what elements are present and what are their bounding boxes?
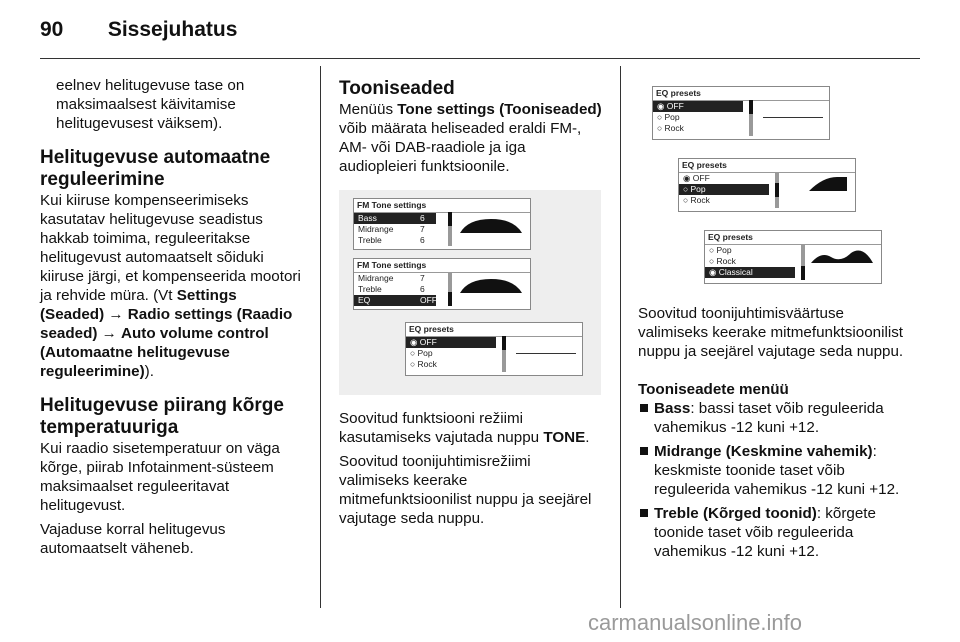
page-header bbox=[40, 18, 237, 42]
panel-title: EQ presets bbox=[406, 323, 582, 337]
scrollbar bbox=[775, 172, 779, 208]
flat-eq-line bbox=[763, 117, 823, 118]
header-rule bbox=[40, 58, 920, 59]
fm-tone-panel-2 bbox=[353, 258, 531, 310]
eq-curve-icon bbox=[458, 215, 524, 235]
heading-volume-limit: Helitugevuse piirang kõrge temperatuuriga bbox=[40, 395, 284, 438]
panel-title: EQ presets bbox=[705, 231, 881, 245]
row-pop: ○ Pop bbox=[410, 348, 433, 358]
row-midrange: Midrange 7 bbox=[358, 273, 425, 283]
eq-presets-illustration bbox=[638, 74, 900, 286]
volume-limit-text-2: Vajaduse korral helitugevus automaatselt väheneb. bbox=[40, 521, 226, 557]
bullet-bass: Bass: bassi taset võib reguleerida vahemikus -12 kuni +12. bbox=[638, 399, 906, 437]
scrollbar bbox=[502, 336, 506, 372]
panel-title: FM Tone settings bbox=[354, 259, 530, 273]
heading-tone-settings: Tooniseaded bbox=[339, 78, 455, 99]
eq-curve-icon bbox=[783, 173, 849, 195]
column-1 bbox=[40, 66, 302, 558]
page-number: 90 bbox=[40, 18, 64, 41]
row-off: ◉ OFF bbox=[653, 101, 743, 112]
eq-curve-icon bbox=[809, 245, 875, 267]
column-divider-2 bbox=[620, 66, 621, 608]
eq-curve-icon bbox=[458, 275, 524, 295]
scrollbar bbox=[448, 212, 452, 246]
scrollbar bbox=[801, 244, 805, 280]
row-pop: ○ Pop bbox=[709, 245, 732, 255]
column-divider-1 bbox=[320, 66, 321, 608]
row-eq: EQ OFF bbox=[354, 295, 436, 306]
row-off: ◉ OFF bbox=[683, 173, 710, 183]
page-title: Sissejuhatus bbox=[107, 18, 238, 41]
row-treble: Treble 6 bbox=[358, 235, 425, 245]
heading-auto-volume: Helitugevuse automaatne reguleerimine bbox=[40, 147, 271, 190]
panel-title: EQ presets bbox=[679, 159, 855, 173]
fm-tone-panel-1 bbox=[353, 198, 531, 250]
auto-volume-text: Kui kiiruse kompenseerimiseks kasutatav helitugevuse seadistus hakkab toimima, reguleeritakse helitugevust automaatselt sõiduki kiiruse järgi, et kompenseerida mootori ja rehvide müra. (Vt Settings (Seaded) → Radio settings (Raadio seaded) → Auto volume control (Automaatne helitugevuse reguleerimine)). bbox=[40, 192, 301, 380]
row-rock: ○ Rock bbox=[657, 123, 684, 133]
volume-limit-text: Kui raadio sisetemperatuur on väga kõrge, piirab Infotainment-süsteem maksimaalset reguleeritavat helitugevust. bbox=[40, 440, 280, 514]
bullet-treble: Treble (Kõrged toonid): kõrgete toonide taset võib reguleerida vahemikus -12 kuni +12. bbox=[638, 504, 906, 561]
tone-settings-text: Menüüs Tone settings (Tooniseaded) võib määrata heliseaded eraldi FM-, AM- või DAB-raadiole ja iga audiopleieri funktsioonile. bbox=[339, 101, 602, 175]
eq-value-text: Soovitud toonijuhtimisväärtuse valimiseks keerake mitmefunktsioonilist nuppu ja seejärel vajutage seda nuppu. bbox=[638, 305, 904, 360]
tone-settings-illustration bbox=[339, 190, 601, 395]
column-2 bbox=[339, 66, 604, 528]
row-classical: ◉ Classical bbox=[705, 267, 795, 278]
column-3 bbox=[638, 66, 906, 561]
tone-mode-text: Soovitud funktsiooni režiimi kasutamiseks vajutada nuppu TONE. bbox=[339, 410, 590, 446]
eq-presets-panel-c bbox=[704, 230, 882, 284]
flat-eq-line bbox=[516, 353, 576, 354]
row-rock: ○ Rock bbox=[709, 256, 736, 266]
intro-text: eelnev helitugevuse tase on maksimaalsest käivitamise helitugevusest väiksem). bbox=[56, 77, 245, 132]
panel-title: EQ presets bbox=[653, 87, 829, 101]
row-pop: ○ Pop bbox=[657, 112, 680, 122]
bullet-midrange: Midrange (Keskmine vahemik): keskmiste toonide taset võib reguleerida vahemikus -12 kuni +12. bbox=[638, 442, 906, 499]
row-pop: ○ Pop bbox=[679, 184, 769, 195]
row-rock: ○ Rock bbox=[683, 195, 710, 205]
scrollbar bbox=[749, 100, 753, 136]
row-rock: ○ Rock bbox=[410, 359, 437, 369]
eq-presets-panel-a bbox=[652, 86, 830, 140]
row-midrange: Midrange 7 bbox=[358, 224, 425, 234]
scrollbar bbox=[448, 272, 452, 306]
row-bass: Bass 6 bbox=[354, 213, 436, 224]
heading-tone-menu: Tooniseadete menüü bbox=[638, 381, 789, 398]
eq-presets-panel bbox=[405, 322, 583, 376]
eq-presets-panel-b bbox=[678, 158, 856, 212]
tone-select-text: Soovitud toonijuhtimisrežiimi valimiseks keerake mitmefunktsioonilist nuppu ja seejärel vajutage seda nuppu. bbox=[339, 453, 592, 527]
row-treble: Treble 6 bbox=[358, 284, 425, 294]
row-off: ◉ OFF bbox=[406, 337, 496, 348]
watermark: carmanualsonline.info bbox=[588, 610, 803, 635]
panel-title: FM Tone settings bbox=[354, 199, 530, 213]
